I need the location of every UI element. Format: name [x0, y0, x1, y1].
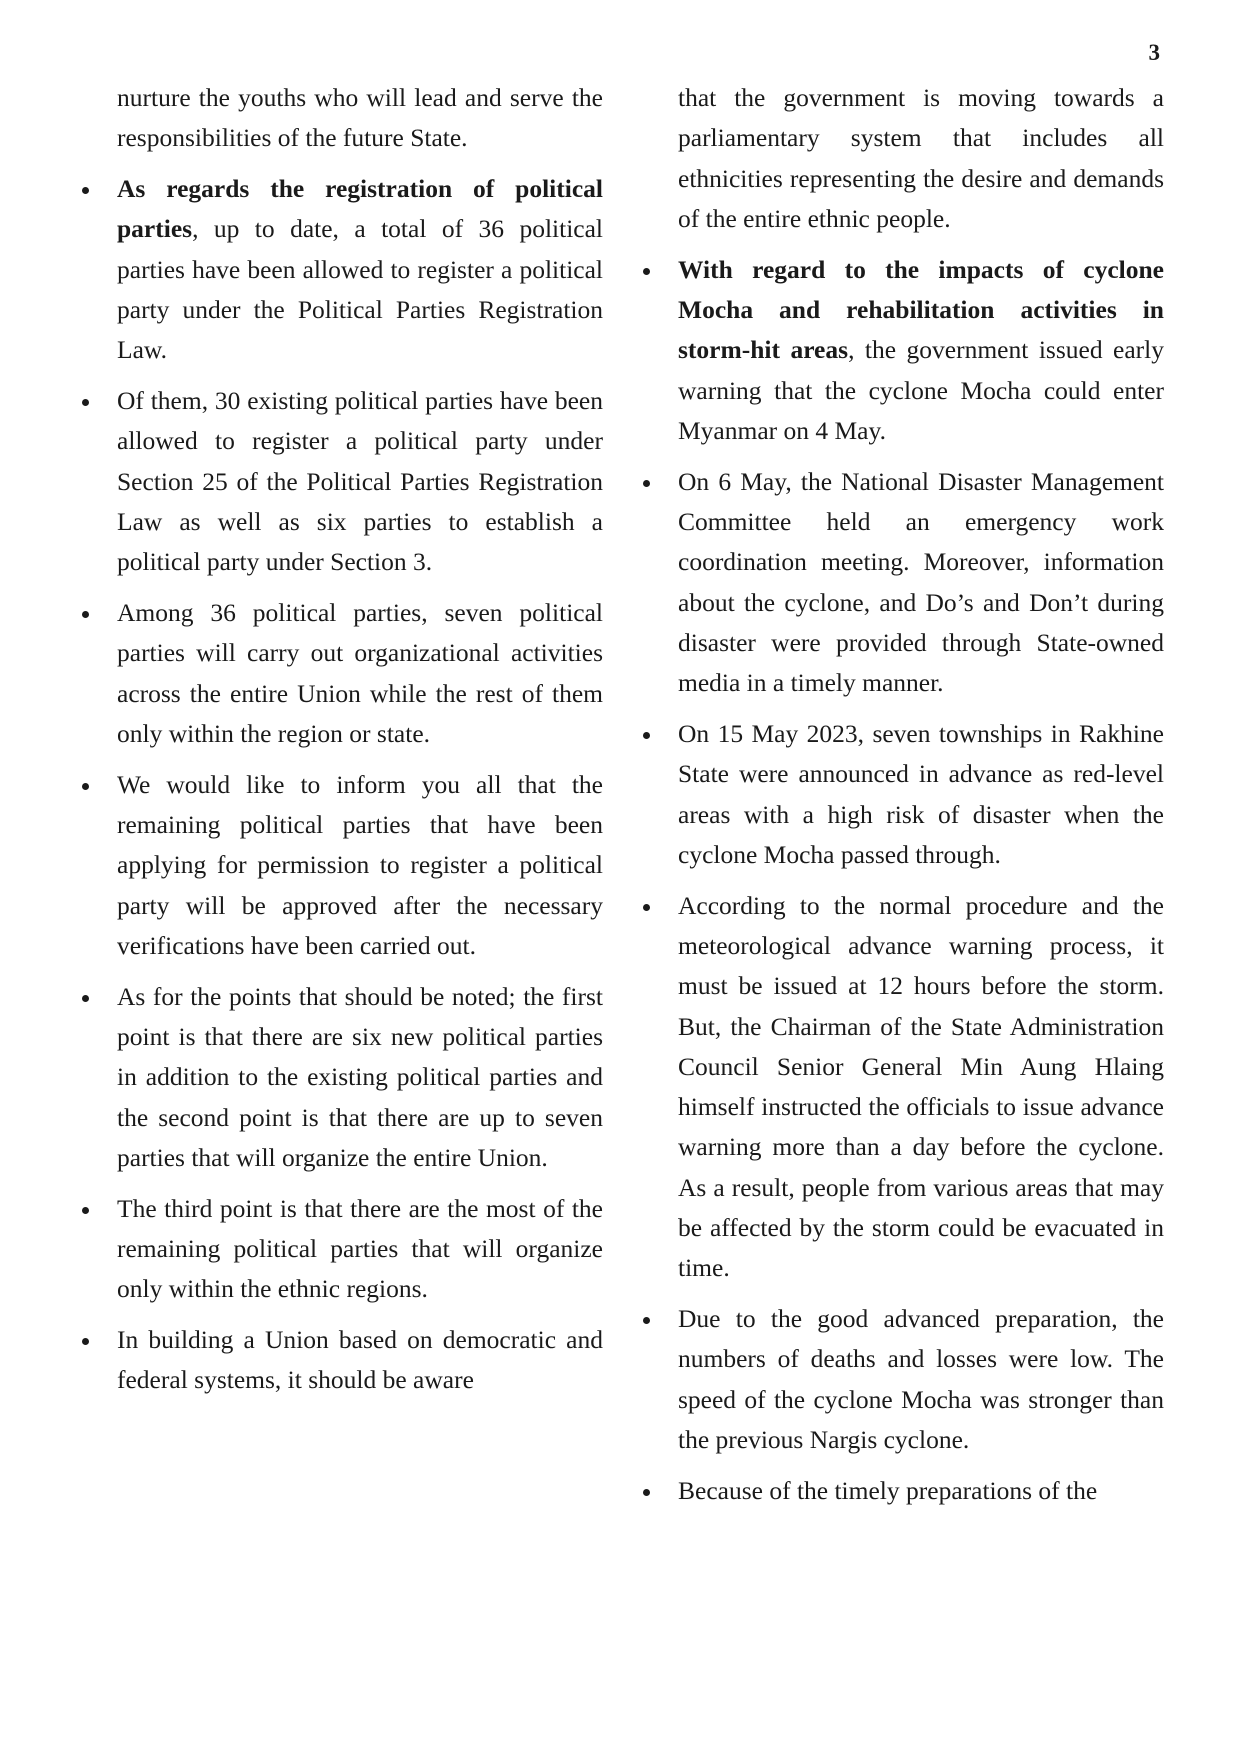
- bullet-item: [678, 1299, 1164, 1460]
- left-column: [117, 78, 603, 1411]
- page-number: 3: [1148, 40, 1160, 65]
- bullet-item: [678, 462, 1164, 704]
- bullet-item: [678, 886, 1164, 1289]
- bullet-text: On 6 May, the National Disaster Management Committee held an emergency work coordination meeting. Moreover, information about the cyclone, and Do’s and Don’t during disaster were provided through State-owned media in a timely manner.: [678, 466, 1164, 698]
- bullet-item: [678, 714, 1164, 875]
- bullet-item: [117, 593, 603, 754]
- bullet-item: [678, 1471, 1164, 1511]
- bullet-text: , the government issued early warning that the cyclone Mocha could enter Myanmar on 4 May.: [678, 335, 1165, 445]
- right-column: [678, 78, 1164, 1522]
- continued-paragraph: that the government is moving towards a parliamentary system that includes all ethnicities representing the desire and demands of the entire ethnic people.: [678, 83, 1164, 233]
- bullet-item: [117, 169, 603, 370]
- bullet-text: We would like to inform you all that the remaining political parties that have been applying for permission to register a political party will be approved after the necessary verifications have been carried out.: [117, 769, 603, 960]
- bullet-list: [117, 169, 603, 1401]
- bullet-item: [117, 1189, 603, 1310]
- bullet-item: [117, 1320, 603, 1401]
- bullet-text: Due to the good advanced preparation, the numbers of deaths and losses were low. The speed of the cyclone Mocha was stronger than the previous Nargis cyclone.: [678, 1304, 1164, 1454]
- bullet-text: Among 36 political parties, seven political parties will carry out organizational activities across the entire Union while the rest of them only within the region or state.: [117, 598, 603, 748]
- bullet-item: [117, 765, 603, 966]
- bullet-text: The third point is that there are the most of the remaining political parties that will organize only within the ethnic regions.: [117, 1193, 603, 1304]
- bullet-list: [678, 250, 1164, 1511]
- bullet-bold-lead: As regards the registration of political parties: [117, 174, 603, 244]
- bullet-text: , up to date, a total of 36 political parties have been allowed to register a political party under the Political Parties Registration Law.: [117, 214, 603, 365]
- bullet-bold-lead: With regard to the impacts of cyclone Mocha and rehabilitation activities in storm-hit areas: [678, 254, 1164, 365]
- bullet-text: Because of the timely preparations of the: [678, 1475, 1098, 1505]
- bullet-text: As for the points that should be noted; the first point is that there are six new political parties in addition to the existing political parties and the second point is that there are up to seven parties that will organize the entire Union.: [117, 981, 603, 1172]
- bullet-text: According to the normal procedure and the meteorological advance warning process, it must be issued at 12 hours before the storm. But, the Chairman of the State Administration Council Senior General Min Aung Hlaing himself instructed the officials to issue advance warning more than a day before the cyclone. As a result, people from various areas that may be affected by the storm could be evacuated in time.: [678, 890, 1164, 1283]
- bullet-item: [117, 381, 603, 582]
- continued-paragraph: nurture the youths who will lead and serve the responsibilities of the future State.: [117, 83, 603, 153]
- bullet-text: Of them, 30 existing political parties have been allowed to register a political party under Section 25 of the Political Parties Registration Law as well as six parties to establish a political party under Section 3.: [117, 386, 603, 577]
- bullet-item: [117, 977, 603, 1178]
- bullet-text: In building a Union based on democratic and federal systems, it should be aware: [117, 1325, 603, 1395]
- bullet-text: On 15 May 2023, seven townships in Rakhine State were announced in advance as red-level areas with a high risk of disaster when the cyclone Mocha passed through.: [678, 718, 1164, 869]
- bullet-item: [678, 250, 1164, 451]
